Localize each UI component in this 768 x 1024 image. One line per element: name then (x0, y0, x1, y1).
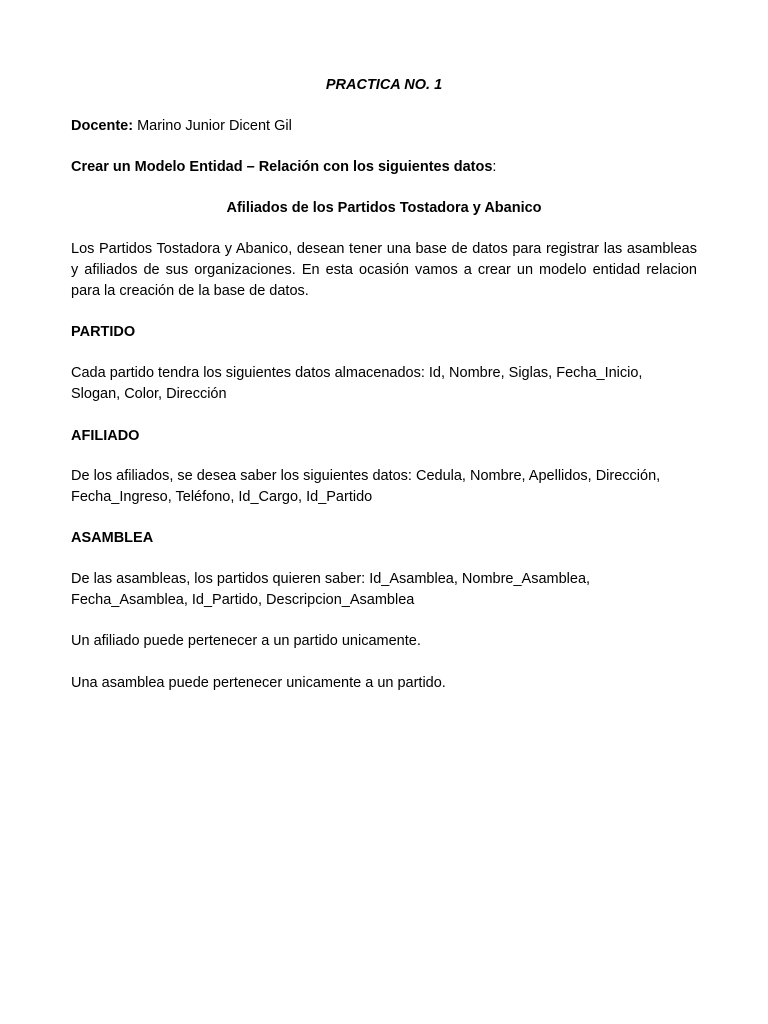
rule-asamblea: Una asamblea puede pertenecer unicamente a un partido. (71, 675, 446, 691)
page-title: PRACTICA NO. 1 (325, 77, 443, 93)
section-body-line: Slogan, Color, Dirección (71, 386, 227, 402)
section-heading-asamblea: ASAMBLEA (71, 530, 154, 546)
section-body-line: Fecha_Asamblea, Id_Partido, Descripcion_Asamblea (71, 592, 415, 608)
docente-name: Marino Junior Dicent Gil (133, 118, 292, 134)
section-body-line: De los afiliados, se desea saber los siguientes datos: Cedula, Nombre, Apellidos, Dirección, (71, 468, 661, 484)
section-body-line: Fecha_Ingreso, Teléfono, Id_Cargo, Id_Partido (71, 489, 373, 505)
intro-paragraph: Los Partidos Tostadora y Abanico, desean tener una base de datos para registrar las asambleas y afiliados de sus organizaciones. En esta ocasión vamos a crear un modelo entidad relacion para la creación de la base de datos. (71, 241, 697, 299)
instruction-colon: : (492, 159, 497, 175)
docente-label: Docente: (71, 118, 134, 134)
section-body-line: Cada partido tendra los siguientes datos almacenados: Id, Nombre, Siglas, Fecha_Inicio, (71, 365, 643, 381)
section-heading-afiliado: AFILIADO (71, 428, 140, 444)
section-body-asamblea (71, 569, 697, 611)
section-heading-partido: PARTIDO (71, 324, 136, 340)
section-body-afiliado (71, 466, 697, 508)
instruction-line (71, 157, 697, 178)
document-subtitle: Afiliados de los Partidos Tostadora y Abanico (226, 200, 542, 216)
rule-afiliado: Un afiliado puede pertenecer a un partido unicamente. (71, 633, 421, 649)
section-body-line: De las asambleas, los partidos quieren saber: Id_Asamblea, Nombre_Asamblea, (71, 571, 591, 587)
section-body-partido (71, 363, 697, 405)
docente-line (71, 116, 697, 137)
instruction-text: Crear un Modelo Entidad – Relación con los siguientes datos (71, 159, 493, 175)
